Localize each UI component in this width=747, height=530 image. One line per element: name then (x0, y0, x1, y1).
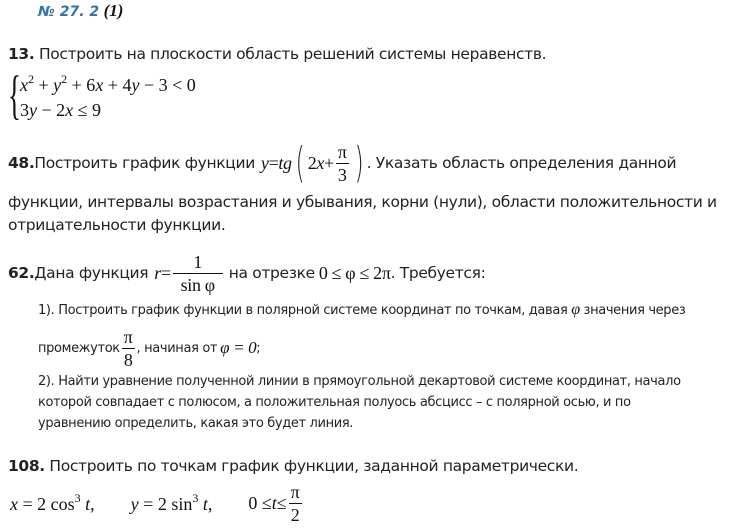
subtask-2-line-1: 2). Найти уравнение полученной линии в прямоугольной декартовой системе координат, начало (38, 374, 681, 389)
task-number: № 27. 2 (38, 4, 100, 20)
t-range: 0 ≤ t ≤ $\frac{\pi}{2}$ (248, 481, 300, 525)
problem-number: 108. (8, 457, 45, 475)
system-brace: { (8, 65, 21, 125)
problem-number: 62. (8, 264, 35, 282)
inequality-1: $x^2 + y^2 + 6x + 4y - 3 < 0$ (20, 72, 196, 95)
problem-number: 13. (8, 45, 35, 63)
fraction: $\frac{\pi}{8}$ (123, 326, 133, 370)
variant-number: (1) (103, 1, 124, 20)
fraction: $\frac{\pi}{3}$ (337, 141, 347, 185)
problem-text: Построить на плоскости область решений системы неравенств. (34, 45, 547, 63)
problem-108-statement (8, 457, 578, 475)
problem-13-statement (8, 45, 546, 63)
problem-48-line-2: функции, интервалы возрастания и убывания, корни (нули), области положительности и (8, 193, 717, 211)
parametric-equations (10, 478, 304, 528)
phi-range: 0 ≤ φ ≤ 2π (318, 262, 391, 283)
subtask-1-line-2: промежуток $\frac{\pi}{8}$ , начиная от φ = 0 ; (38, 326, 261, 370)
problem-text-cont: . Указать область определения данной (366, 154, 677, 172)
y-equation: y = 2 $\sin^3 t$, (130, 491, 213, 514)
fraction: $\frac{\pi}{2}$ (290, 481, 300, 525)
subtask-2-line-2: которой совпадает с полюсом, а положительная полуось абсцисс – с полярной осью, и по (38, 395, 631, 410)
subtask-1-line-1: 1). Построить график функции в полярной системе координат по точкам, давая φ значения через (38, 301, 686, 318)
problem-48-statement (8, 138, 676, 188)
problem-text-mid: на отрезке (228, 264, 315, 282)
right-paren: ) (354, 138, 364, 187)
problem-text-cont: . Требуется: (390, 264, 486, 282)
problem-text: Построить график функции (34, 154, 255, 172)
polar-function-formula: r = $\frac{1}{\text{sin φ}}$ (154, 253, 224, 294)
x-equation: x = 2 $\cos^3 t$, (10, 491, 95, 514)
problem-number: 48. (8, 154, 35, 172)
problem-62-statement (8, 248, 485, 298)
document-header (38, 1, 123, 21)
inequality-2: 3y − 2x ≤ 9 (20, 100, 102, 120)
problem-text: Построить по точкам график функции, заданной параметрически. (44, 457, 579, 475)
subtask-2-line-3: уравнению определить, какая это будет линия. (38, 416, 354, 431)
tangent-formula: y = tg ( 2 x + $\frac{\pi}{3}$ ) (260, 138, 364, 187)
left-paren: ( (295, 138, 305, 187)
problem-48-line-3: отрицательности функции. (8, 216, 226, 234)
fraction: $\frac{1}{\text{sin φ}}$ (173, 253, 223, 294)
problem-text: Дана функция (34, 264, 149, 282)
